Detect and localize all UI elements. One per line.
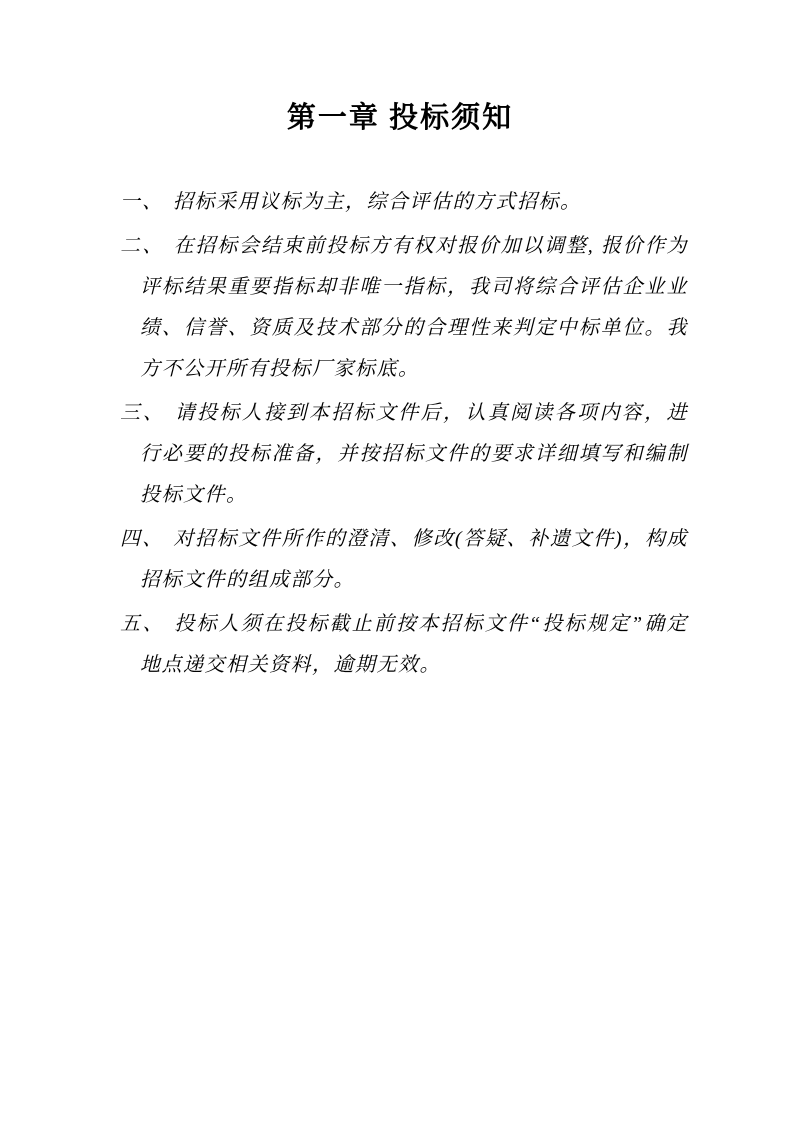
list-item-text: 请投标人接到本招标文件后，认真阅读各项内容，进行必要的投标准备，并按招标文件的要求详细填写和编制投标文件。	[140, 402, 689, 506]
list-item	[120, 182, 688, 223]
document-body	[120, 182, 688, 686]
list-item-text: 投标人须在投标截止前按本招标文件“投标规定”确定地点递交相关资料，逾期无效。	[140, 613, 688, 676]
list-item-text: 在招标会结束前投标方有权对报价加以调整, 报价作为评标结果重要指标却非唯一指标，我司将综合评估企业业绩、信誉、资质及技术部分的合理性来判定中标单位。我方不公开所有投标厂家标底。	[140, 235, 689, 380]
list-item-number: 五、	[120, 613, 166, 635]
list-item-text: 招标采用议标为主，综合评估的方式招标。	[173, 191, 582, 213]
list-item-text: 对招标文件所作的澄清、修改(答疑、补遗文件)，构成招标文件的组成部分。	[140, 528, 688, 591]
list-item-number: 二、	[120, 235, 165, 257]
list-item-number: 三、	[120, 402, 166, 424]
list-item-number: 四、	[120, 528, 165, 550]
list-item	[120, 604, 688, 686]
list-item	[120, 519, 688, 601]
list-item-number: 一、	[120, 191, 164, 213]
list-item	[120, 226, 688, 390]
list-item	[120, 393, 688, 516]
chapter-title: 第一章 投标须知	[286, 102, 514, 134]
